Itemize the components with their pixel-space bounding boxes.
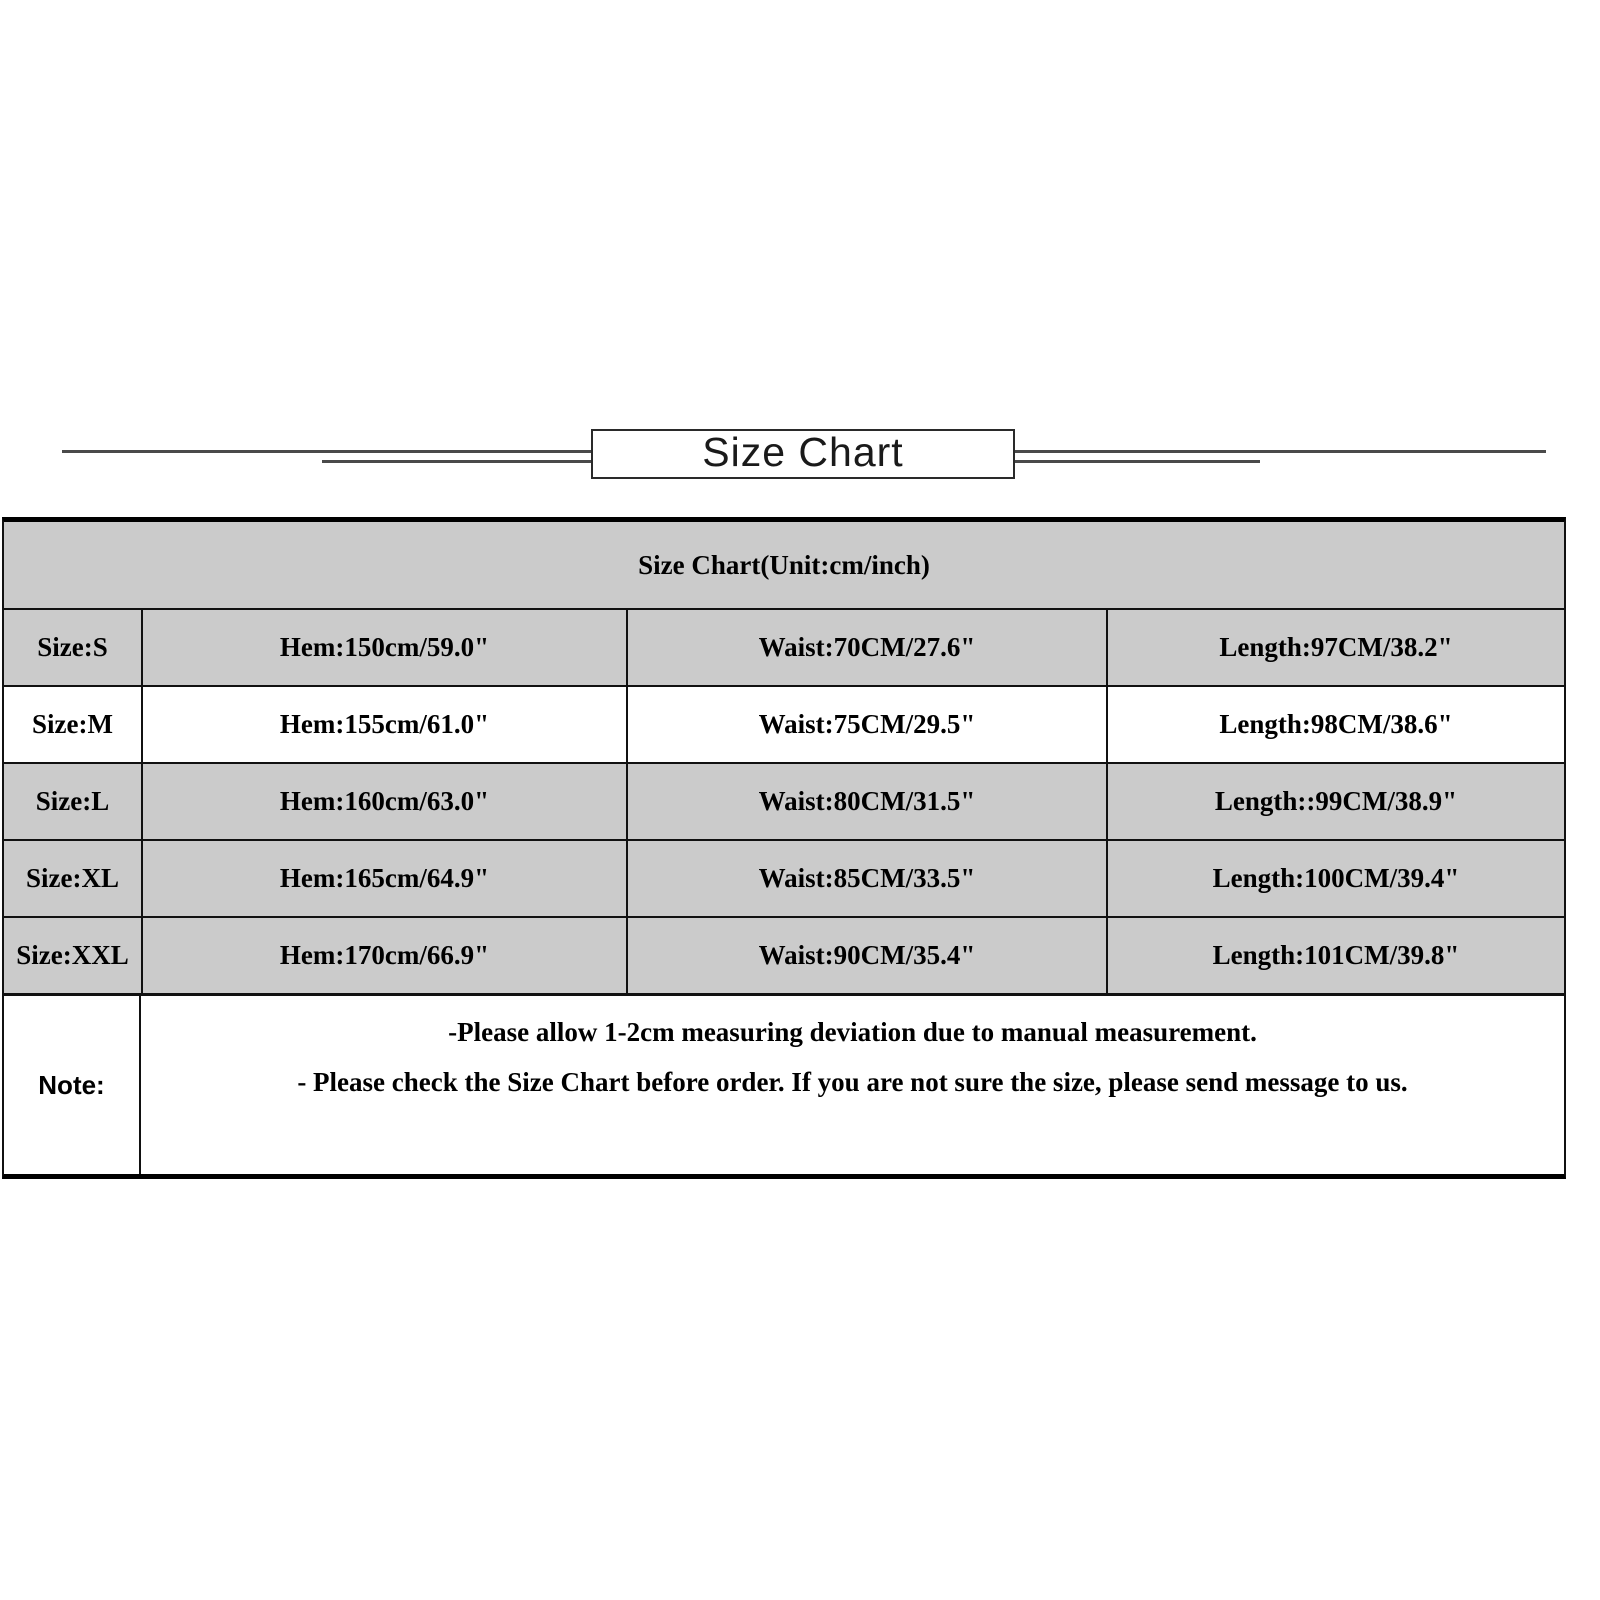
- size-cell: Size:S: [37, 632, 108, 662]
- waist-cell: Waist:80CM/31.5": [626, 764, 1106, 839]
- hem-cell: Hem:165cm/64.9": [141, 841, 626, 916]
- waist-cell: Waist:85CM/33.5": [626, 841, 1106, 916]
- table-header-title: Size Chart(Unit:cm/inch): [638, 549, 930, 580]
- size-cell: Size:XXL: [16, 940, 129, 970]
- length-cell: Length:100CM/39.4": [1106, 841, 1564, 916]
- hem-cell: Hem:150cm/59.0": [141, 610, 626, 685]
- size-chart-table: [2, 517, 1566, 1179]
- note-line-2: - Please check the Size Chart before order. If you are not sure the size, please send message to us.: [297, 1066, 1408, 1097]
- hem-cell: Hem:170cm/66.9": [141, 918, 626, 993]
- title-box: [591, 429, 1015, 479]
- decorative-line-right-bottom: [1015, 460, 1260, 463]
- table-row: [4, 608, 1564, 685]
- note-body: [141, 996, 1564, 1174]
- decorative-line-left-top: [62, 450, 591, 453]
- table-row: [4, 916, 1564, 993]
- table-row: [4, 839, 1564, 916]
- table-row: [4, 762, 1564, 839]
- decorative-line-right-top: [1015, 450, 1546, 453]
- length-cell: Length:97CM/38.2": [1106, 610, 1564, 685]
- size-cell: Size:XL: [26, 863, 119, 893]
- note-row: [4, 993, 1564, 1174]
- size-cell: Size:L: [35, 786, 110, 816]
- table-row: [4, 685, 1564, 762]
- size-cell: Size:M: [32, 709, 113, 739]
- note-label: Note:: [4, 996, 141, 1174]
- waist-cell: Waist:90CM/35.4": [626, 918, 1106, 993]
- waist-cell: Waist:70CM/27.6": [626, 610, 1106, 685]
- waist-cell: Waist:75CM/29.5": [626, 687, 1106, 762]
- page-title: Size Chart: [702, 428, 904, 475]
- hem-cell: Hem:160cm/63.0": [141, 764, 626, 839]
- hem-cell: Hem:155cm/61.0": [141, 687, 626, 762]
- note-line-1: -Please allow 1-2cm measuring deviation due to manual measurement.: [448, 1017, 1257, 1047]
- length-cell: Length:101CM/39.8": [1106, 918, 1564, 993]
- length-cell: Length::99CM/38.9": [1106, 764, 1564, 839]
- table-header-row: [4, 522, 1564, 608]
- decorative-line-left-bottom: [322, 460, 591, 463]
- length-cell: Length:98CM/38.6": [1106, 687, 1564, 762]
